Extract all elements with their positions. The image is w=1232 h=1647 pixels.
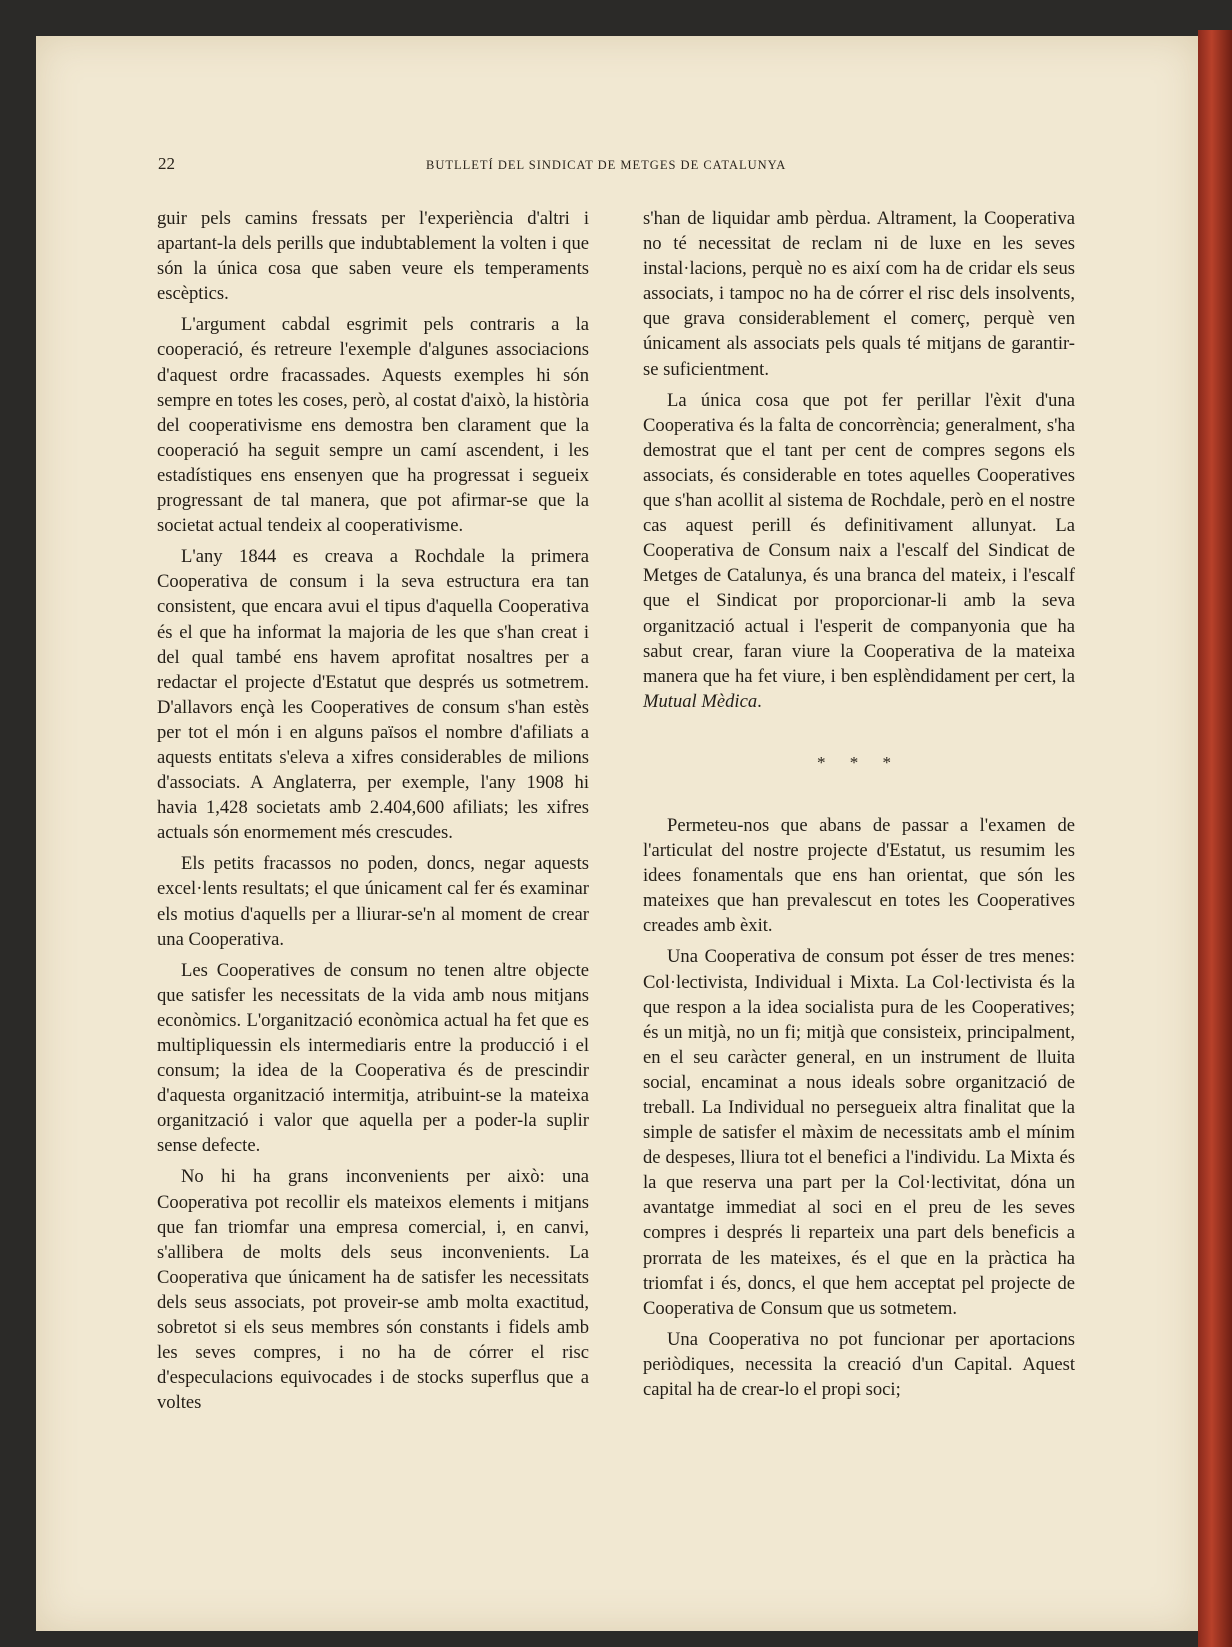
paragraph: guir pels camins fressats per l'experiència d'altri i apartant-la dels perills que indubtablement la volten i que són la única cosa que saben veure els temperaments escèptics. <box>157 208 589 305</box>
section-divider: * * * <box>817 752 901 772</box>
italic-title: Mutual Mèdica <box>643 690 758 712</box>
paragraph: No hi ha grans inconvenients per això: una Cooperativa pot recollir els mateixos elements i mitjans que fan triomfar una empresa comercial, i, en canvi, s'allibera de molts dels seus inconvenients. La Cooperativa que únicament ha de satisfer les necessitats dels seus associats, pot proveir-se amb molta exactitud, sobretot si els seus membres són constants i fidels amb les seves compres, i no ha de córrer el risc d'especulacions equivocades i de stocks superflus que a voltes <box>157 1166 589 1414</box>
paragraph: Una Cooperativa no pot funcionar per aportacions periòdiques, necessita la creació d'un Capital. Aquest capital ha de crear-lo el propi soci; <box>643 1328 1075 1401</box>
book-page <box>36 36 1198 1631</box>
paragraph: L'any 1844 es creava a Rochdale la primera Cooperativa de consum i la seva estructura era tan consistent, que encara avui el tipus d'aquella Cooperativa és el que ha informat la majoria de les que s'han creat i del qual també ens havem aprofitat nosaltres per a redactar el projecte d'Estatut que després us sotmetrem. D'allavors ençà les Cooperatives de consum s'han estès per tot el món i en alguns països el nombre d'afiliats a aquests entitats s'eleva a xifres considerables de milions d'associats. A Anglaterra, per exemple, l'any 1908 hi havia 1,428 societats amb 2.404,600 afiliats; les xifres actuals són enormement més crescudes. <box>157 546 589 844</box>
left-column <box>157 206 589 1421</box>
paragraph: s'han de liquidar amb pèrdua. Altrament, la Cooperativa no té necessitat de reclam ni de luxe en les seves instal·lacions, perquè no es així com ha de cridar els seus associats, i tampoc no ha de córrer el risc dels insolvents, que grava considerablement el comerç, perquè ven únicament als associats pels quals té mitjans de garantir-se suficientment. <box>643 208 1075 380</box>
paragraph: Les Cooperatives de consum no tenen altre objecte que satisfer les necessitats de la vida amb nous mitjans econòmics. L'organització econòmica actual ha fet que es multipliquessin els intermediaris entre la producció i el consum; la idea de la Cooperativa és de prescindir d'aquesta organització intermitja, atribuint-se la mateixa organització i valor que aquella per a poder-la suplir sense defecte. <box>157 959 589 1157</box>
paragraph <box>643 388 1075 714</box>
paragraph-end: . <box>757 690 762 712</box>
right-column <box>643 206 1075 1408</box>
page-number: 22 <box>158 154 175 173</box>
running-head: BUTLLETÍ DEL SINDICAT DE METGES DE CATALUNYA <box>426 158 787 172</box>
book-spine-edge <box>1198 30 1232 1647</box>
paragraph: Permeteu-nos que abans de passar a l'examen de l'articulat del nostre projecte d'Estatut, us resumim les idees fonamentals que ens han orientat, que són les mateixes que han prevalescut en totes les Cooperatives creades amb èxit. <box>643 814 1075 937</box>
paragraph: Els petits fracassos no poden, doncs, negar aquests excel·lents resultats; el que únicament cal fer és examinar els motius d'aquells per a lliurar-se'n al moment de crear una Cooperativa. <box>157 853 589 950</box>
paragraph: Una Cooperativa de consum pot ésser de tres menes: Col·lectivista, Individual i Mixta. La Col·lectivista és la que respon a la idea socialista pura de les Cooperatives; és un mitjà, no un fi; mitjà que consisteix, principalment, en el seu caràcter general, en un instrument de lluita social, encaminat a nous ideals sobre organització de treball. La Individual no persegueix altra finalitat que la simple de satisfer el màxim de necessitats amb el mínim de despeses, lliura tot el benefici a l'individu. La Mixta és la que reserva una part per la Col·lectivitat, dóna un avantatge immediat al soci en el preu de les seves compres i després li reparteix una part dels beneficis a prorrata de les mateixes, és el que en la pràctica ha triomfat i és, doncs, el que hem acceptat pel projecte de Cooperativa de Consum que us sotmetem. <box>643 946 1075 1319</box>
paragraph-text: La única cosa que pot fer perillar l'èxit d'una Cooperativa és la falta de concorrència; generalment, s'ha demostrat que el tant per cent de compres segons els associats, és considerable en totes aquelles Cooperatives que s'han acollit al sistema de Rochdale, però en el nostre cas aquest perill és definitivament allunyat. La Cooperativa de Consum naix a l'escalf del Sindicat de Metges de Catalunya, és una branca del mateix, i l'escalf que el Sindicat por proporcionar-li amb la seva organització actual i l'esperit de companyonia que ha sabut crear, faran viure la Cooperativa de la mateixa manera que ha fet viure, i ben esplèndidament per cert, la <box>643 389 1075 687</box>
paragraph: L'argument cabdal esgrimit pels contraris a la cooperació, és retreure l'exemple d'algunes associacions d'aquest ordre fracassades. Aquests exemples hi són sempre en totes les coses, però, al costat d'això, la història del cooperativisme ens demostra ben clarament que la cooperació ha seguit sempre un camí ascendent, i les estadístiques ens ensenyen que ha progressat i segueix progressant de tal manera, que pot afirmar-se que la societat actual tendeix al cooperativisme. <box>157 314 589 537</box>
